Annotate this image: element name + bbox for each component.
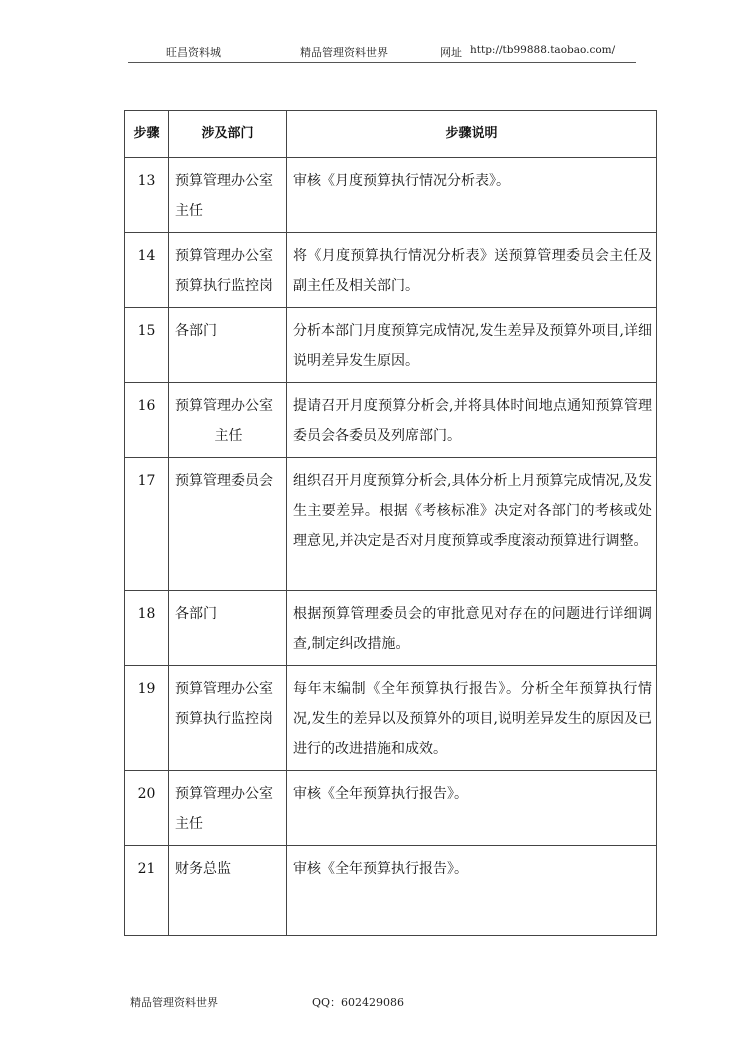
- description-cell: 审核《月度预算执行情况分析表》。: [287, 158, 657, 233]
- department-cell: 各部门: [169, 591, 287, 666]
- description-cell: 将《月度预算执行情况分析表》送预算管理委员会主任及副主任及相关部门。: [287, 233, 657, 308]
- header-shop-name: 旺昌资料城: [166, 46, 221, 59]
- step-number: 16: [125, 383, 169, 458]
- step-number: 14: [125, 233, 169, 308]
- step-number: 21: [125, 846, 169, 936]
- step-number: 15: [125, 308, 169, 383]
- step-number: 20: [125, 771, 169, 846]
- description-cell: 提请召开月度预算分析会,并将具体时间地点通知预算管理委员会各委员及列席部门。: [287, 383, 657, 458]
- department-cell: 预算管理委员会: [169, 458, 287, 591]
- step-number: 17: [125, 458, 169, 591]
- description-cell: 审核《全年预算执行报告》。: [287, 846, 657, 936]
- table-row: [125, 666, 657, 771]
- header-site-name: 精品管理资料世界: [300, 46, 388, 59]
- description-cell: 审核《全年预算执行报告》。: [287, 771, 657, 846]
- table-row: [125, 308, 657, 383]
- department-cell: 各部门: [169, 308, 287, 383]
- table-row: [125, 458, 657, 591]
- table-row: [125, 591, 657, 666]
- table-header-row: [125, 111, 657, 158]
- department-cell: 预算管理办公室 主任: [169, 158, 287, 233]
- department-cell: 预算管理办公室 主任: [169, 383, 287, 458]
- procedure-table: [124, 110, 657, 936]
- description-cell: 每年末编制《全年预算执行报告》。分析全年预算执行情况,发生的差异以及预算外的项目,说明差异发生的原因及已进行的改进措施和成效。: [287, 666, 657, 771]
- footer-qq: QQ：602429086: [312, 996, 405, 1009]
- column-header-department: 涉及部门: [169, 111, 287, 158]
- step-number: 18: [125, 591, 169, 666]
- footer-site-name: 精品管理资料世界: [130, 996, 218, 1009]
- table-row: [125, 771, 657, 846]
- header-url-label: 网址: [440, 46, 462, 59]
- step-number: 19: [125, 666, 169, 771]
- department-cell: 财务总监: [169, 846, 287, 936]
- table-row: [125, 383, 657, 458]
- table-row: [125, 846, 657, 936]
- department-cell: 预算管理办公室 预算执行监控岗: [169, 233, 287, 308]
- table-row: [125, 233, 657, 308]
- header-url-link[interactable]: http://tb99888.taobao.com/: [470, 44, 616, 56]
- description-cell: 组织召开月度预算分析会,具体分析上月预算完成情况,及发生主要差异。根据《考核标准》决定对各部门的考核或处理意见,并决定是否对月度预算或季度滚动预算进行调整。: [287, 458, 657, 591]
- page-header: [128, 44, 636, 63]
- description-cell: 根据预算管理委员会的审批意见对存在的问题进行详细调查,制定纠改措施。: [287, 591, 657, 666]
- table-row: [125, 158, 657, 233]
- description-cell: 分析本部门月度预算完成情况,发生差异及预算外项目,详细说明差异发生原因。: [287, 308, 657, 383]
- department-cell: 预算管理办公室 预算执行监控岗: [169, 666, 287, 771]
- column-header-description: 步骤说明: [287, 111, 657, 158]
- step-number: 13: [125, 158, 169, 233]
- column-header-step: 步骤: [125, 111, 169, 158]
- department-cell: 预算管理办公室 主任: [169, 771, 287, 846]
